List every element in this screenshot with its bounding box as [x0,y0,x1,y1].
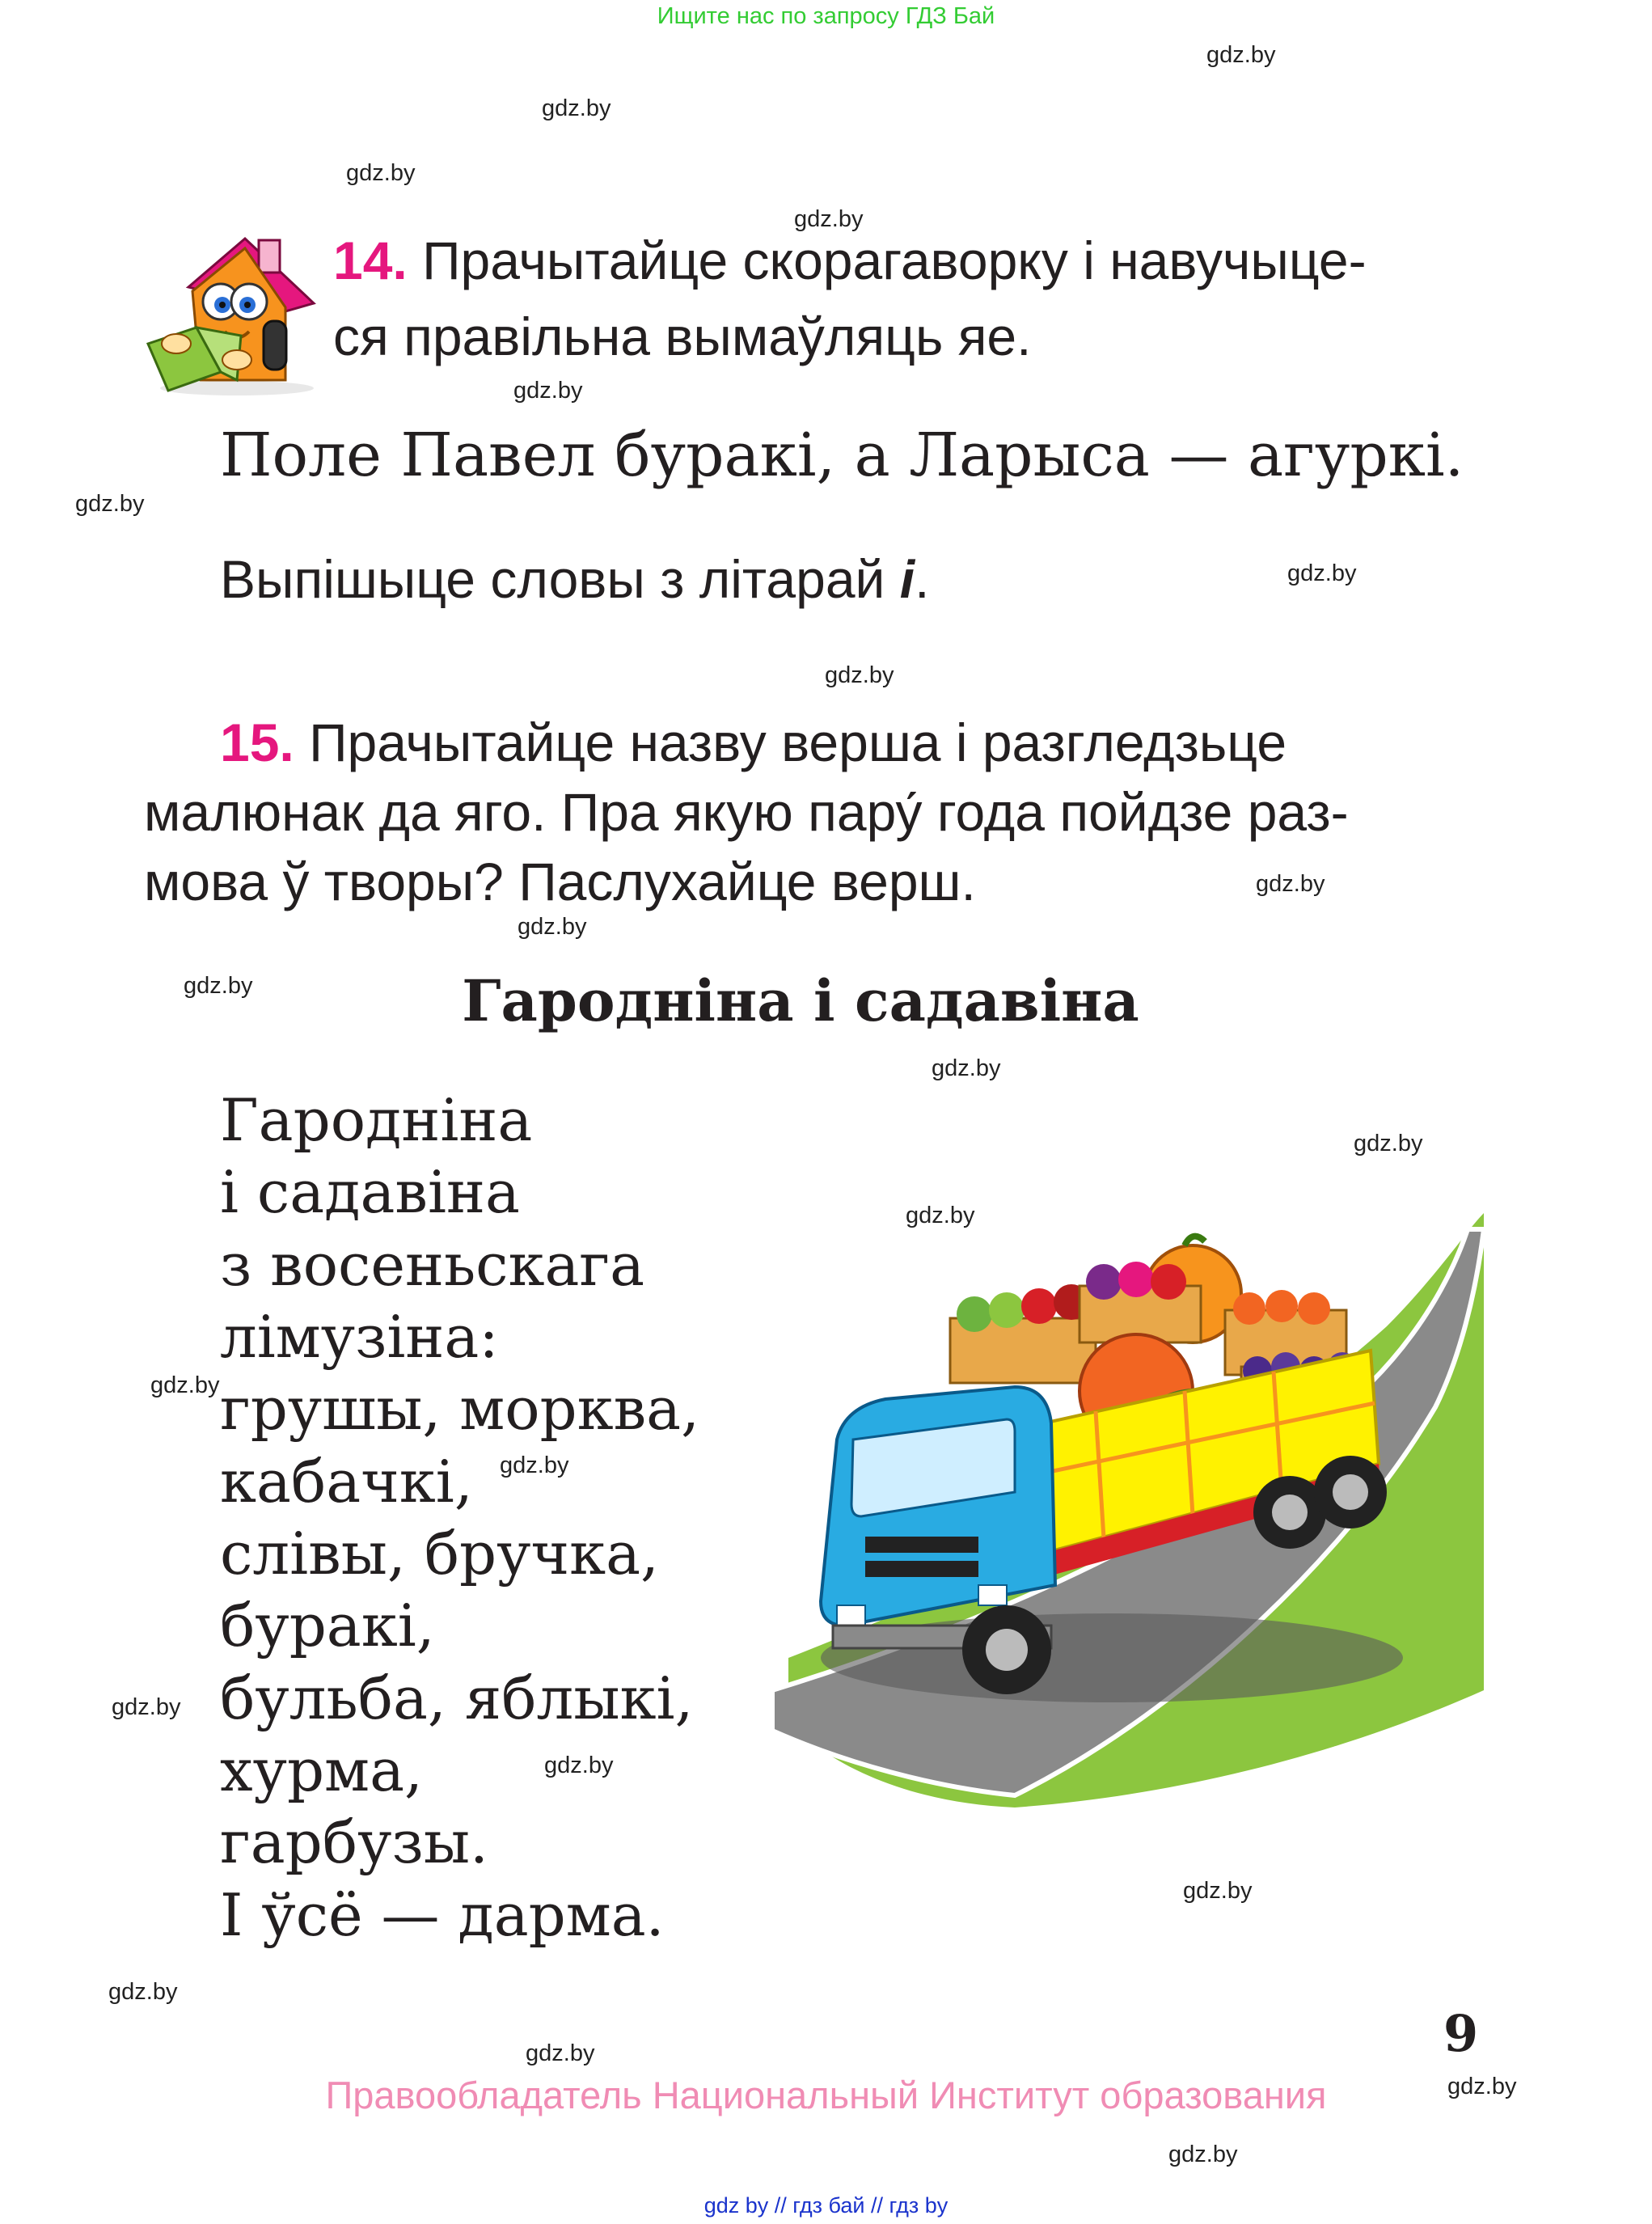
watermark: gdz.by [1447,2074,1517,2099]
instruction-suffix: . [915,549,930,609]
task-15-line-2: малюнак да яго. Пра якую пару́ года пойдзе раз- [144,782,1349,842]
task-14-number: 14. [333,230,408,290]
watermark: gdz.by [108,1979,178,2005]
watermark: gdz.by [513,378,583,404]
top-banner[interactable]: Ищите нас по запросу ГДЗ Бай [657,3,995,29]
watermark: gdz.by [112,1694,181,1720]
watermark: gdz.by [1287,560,1357,586]
poem-line: буракі, [220,1592,435,1660]
watermark: gdz.by [346,160,416,186]
instruction-letter: і [899,549,915,609]
watermark: gdz.by [526,2040,595,2066]
watermark: gdz.by [825,662,894,688]
poem-line: Гародніна [220,1086,533,1154]
house-reading-book-illustration [144,230,326,396]
tongue-twister: Поле Павел буракі, а Ларыса — агуркі. [220,421,1464,490]
watermark: gdz.by [1354,1131,1423,1156]
watermark: gdz.by [518,914,587,940]
task-15-line-1-text: Прачытайце назву верша і разгледзьце [309,712,1287,772]
poem-line: хурма, [220,1736,423,1804]
poem-line: кабачкі, [220,1448,473,1516]
task-14-line-1 [333,230,1367,291]
watermark: gdz.by [906,1203,975,1228]
watermark: gdz.by [542,95,611,121]
watermark: gdz.by [1256,871,1325,897]
watermark: gdz.by [1206,42,1276,68]
poem-line: з восеньскага [220,1231,645,1299]
watermark: gdz.by [1168,2142,1238,2167]
truck-illustration [772,1205,1484,1812]
watermark: gdz.by [544,1753,614,1778]
task-15-line-3: мова ў творы? Паслухайце верш. [144,852,976,911]
poem-line: І ўсё — дарма. [220,1881,665,1949]
instruction-prefix: Выпішыце словы з літарай [220,549,900,609]
poem-line: лімузіна: [220,1303,499,1371]
copyright-notice: Правообладатель Национальный Институт образования [325,2074,1327,2116]
task-14-text-line-2: ся правільна вымаўляць яе. [333,307,1032,366]
poem-title: Гародніна і садавіна [462,967,1139,1034]
task-14-text-line-1: Прачытайце скорагаворку і навучыце- [422,230,1367,290]
page-number: 9 [1443,2004,1479,2063]
task-15-line-1 [220,712,1287,773]
watermark: gdz.by [1183,1878,1253,1904]
poem-line: слівы, бручка, [220,1520,659,1588]
poem-line: і садавіна [220,1158,520,1226]
watermark: gdz.by [184,973,253,999]
watermark: gdz.by [500,1452,569,1478]
poem-line: грушы, морква, [220,1375,699,1443]
watermark: gdz.by [794,206,864,232]
watermark: gdz.by [75,491,145,517]
watermark: gdz.by [150,1372,220,1398]
task-14-instruction [220,548,929,610]
watermark: gdz.by [932,1055,1001,1081]
poem-line: бульба, яблыкі, [220,1664,694,1732]
task-15-number: 15. [220,712,294,772]
footer-links[interactable]: gdz by // гдз бай // гдз by [703,2193,949,2218]
poem-line: гарбузы. [220,1808,488,1876]
